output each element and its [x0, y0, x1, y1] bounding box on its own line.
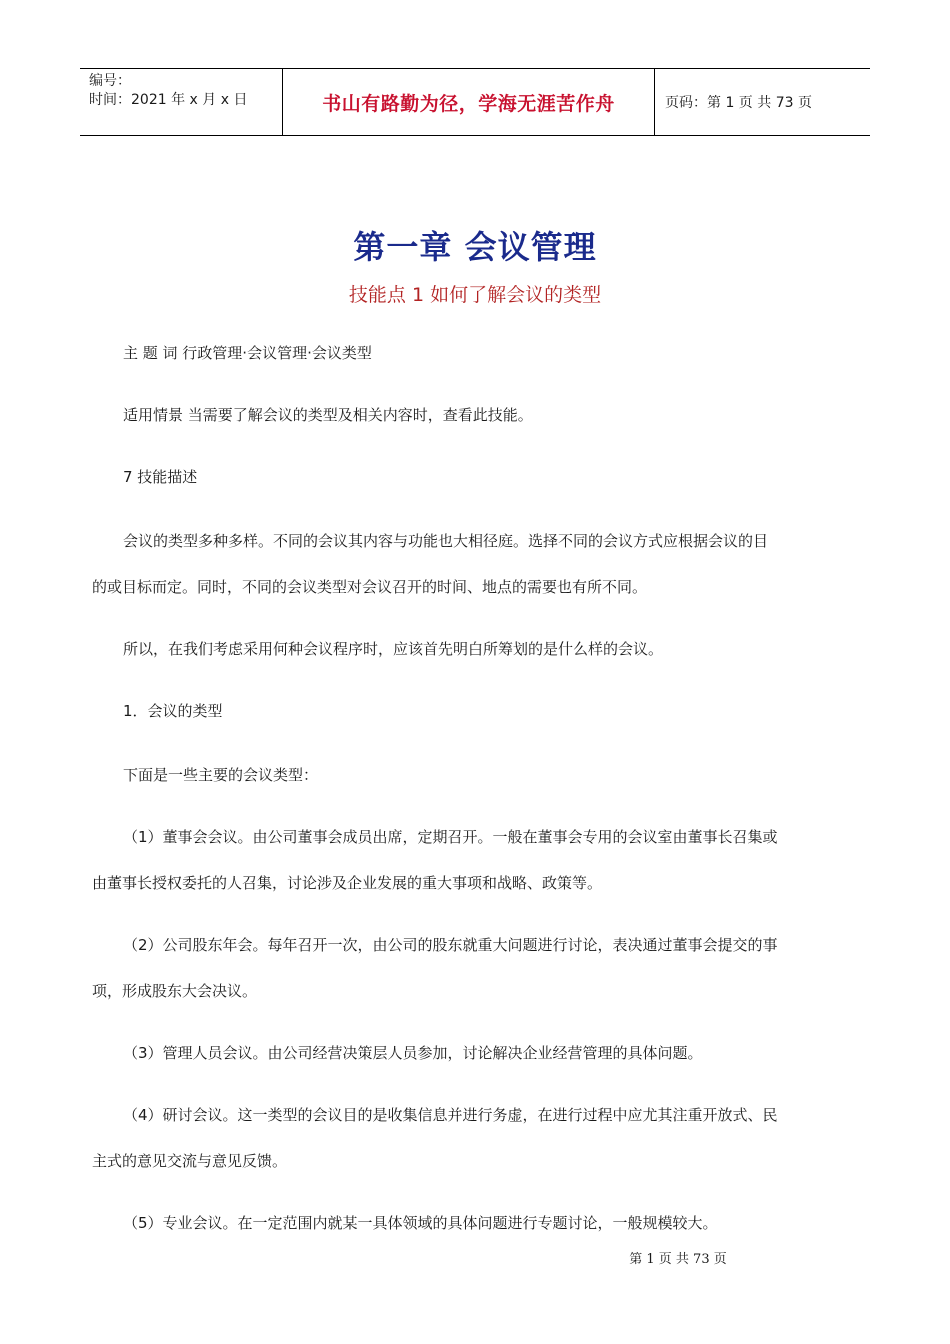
paragraph: 下面是一些主要的会议类型：: [123, 766, 319, 784]
header-meta-cell: [80, 69, 282, 135]
paragraph: 所以，在我们考虑采用何种会议程序时，应该首先明白所筹划的是什么样的会议。: [123, 640, 664, 658]
list-item: （1）董事会会议。由公司董事会成员出席，定期召开。一般在董事会专用的会议室由董事长召集或: [123, 828, 778, 846]
page-footer: [0, 1248, 950, 1267]
scenario-line: 适用情景 当需要了解会议的类型及相关内容时，查看此技能。: [123, 406, 533, 424]
skill-title: 技能点 1 如何了解会议的类型: [348, 284, 602, 306]
section-heading: 7 技能描述: [123, 468, 198, 486]
footer-text: 第 1 页 共 73 页: [629, 1252, 727, 1267]
date-label: 时间：2021 年 x 月 x 日: [89, 92, 248, 108]
list-item-continued: 由董事长授权委托的人召集，讨论涉及企业发展的重大事项和战略、政策等。: [92, 874, 603, 892]
paragraph: 会议的类型多种多样。不同的会议其内容与功能也大相径庭。选择不同的会议方式应根据会议的目: [123, 532, 769, 550]
number-label: 编号：: [89, 73, 131, 89]
chapter-title: 第一章 会议管理: [353, 228, 597, 266]
list-item-continued: 项，形成股东大会决议。: [92, 982, 258, 1000]
list-item: （5）专业会议。在一定范围内就某一具体领域的具体问题进行专题讨论，一般规模较大。: [123, 1214, 718, 1232]
list-item: （2）公司股东年会。每年召开一次，由公司的股东就重大问题进行讨论，表决通过董事会提交的事: [123, 936, 778, 954]
list-item: （4）研讨会议。这一类型的会议目的是收集信息并进行务虚，在进行过程中应尤其注重开放式、民: [123, 1106, 778, 1124]
header-table: [80, 68, 870, 136]
keywords-line: 主 题 词 行政管理·会议管理·会议类型: [123, 344, 372, 362]
list-item-continued: 主式的意见交流与意见反馈。: [92, 1152, 288, 1170]
motto: 书山有路勤为径，学海无涯苦作舟: [282, 69, 655, 135]
paragraph: 的或目标而定。同时，不同的会议类型对会议召开的时间、地点的需要也有所不同。: [92, 578, 648, 596]
list-item: （3）管理人员会议。由公司经营决策层人员参加，讨论解决企业经营管理的具体问题。: [123, 1044, 703, 1062]
page-label: 页码：第 1 页 共 73 页: [665, 95, 812, 111]
section-heading: 1．会议的类型: [123, 702, 223, 720]
